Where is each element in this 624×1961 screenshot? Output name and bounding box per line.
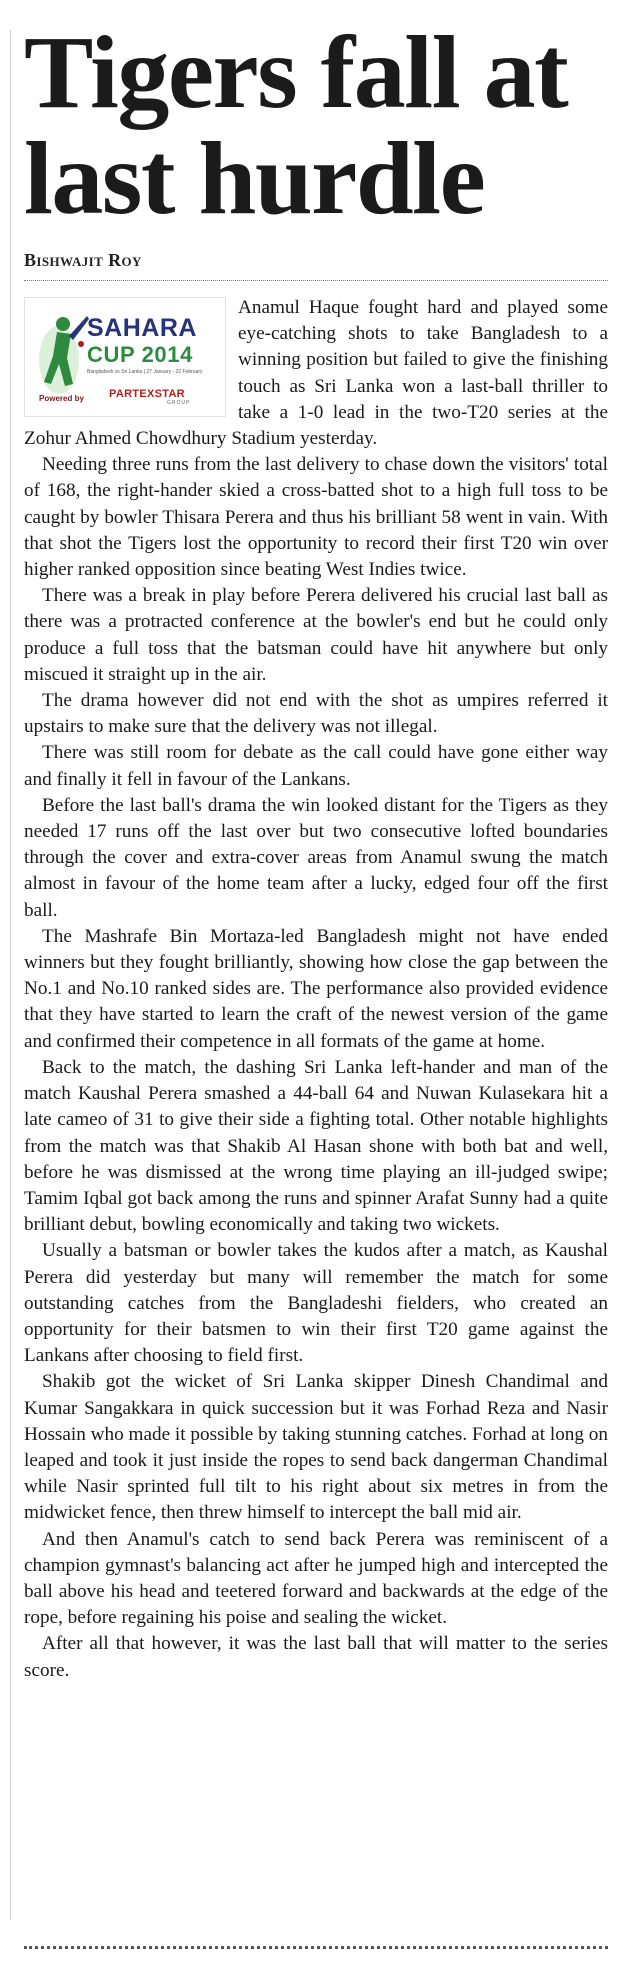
byline-divider: [24, 280, 608, 281]
paragraph: Needing three runs from the last delivery to chase down the visitors' total of 168, the right-hander skied a cross-batted shot to a high full toss to be caught by bowler Thisara Perera and thus his brilliant 58 went in vain. With that shot the Tigers lost the opportunity to record their first T20 win over higher ranked opposition since beating West Indies twice.: [24, 454, 608, 581]
paragraph: The drama however did not end with the shot as umpires referred it upstairs to make sure that the delivery was not illegal.: [24, 690, 608, 738]
column-rule: [10, 30, 11, 1920]
paragraph: The Mashrafe Bin Mortaza-led Bangladesh might not have ended winners but they fought brilliantly, showing how close the gap between the No.1 and No.10 ranked sides are. The performance also provided evidence that they have started to learn the craft of the newest version of the game and confirmed their competence in all formats of the game at home.: [24, 925, 608, 1052]
logo-title: SAHARA: [87, 314, 197, 342]
paragraph: There was a break in play before Perera delivered his crucial last ball as there was a protracted conference at the bowler's end but he could only produce a full toss that the batsman could have hit anywhere but only miscued it straight up in the air.: [24, 585, 608, 685]
paragraph: Back to the match, the dashing Sri Lanka left-hander and man of the match Kaushal Perera smashed a 44-ball 64 and Nuwan Kulasekara hit a late cameo of 31 to give their side a fighting total. Other notable highlights from the match was that Shakib Al Hasan shone with both bat and well, before he was dismissed at the wrong time playing an ill-judged swipe; Tamim Iqbal got back among the runs and spinner Arafat Sunny had a quite brilliant debut, bowling economically and taking two wickets.: [24, 1056, 608, 1236]
headline: Tigers fall at last hurdle: [24, 15, 568, 236]
article: [24, 15, 608, 1684]
logo-sponsor: PARTEXSTAR: [109, 388, 185, 400]
sahara-cup-logo: [24, 297, 226, 417]
paragraph: Before the last ball's drama the win looked distant for the Tigers as they needed 17 runs off the last over but two consecutive lofted boundaries through the cover and extra-cover areas from Anamul swung the match almost in favour of the home team after a lucky, edged four off the first ball.: [24, 794, 608, 921]
batsman-icon: [37, 310, 89, 398]
logo-powered-by: Powered by: [39, 394, 84, 403]
paragraph: After all that however, it was the last ball that will matter to the series score.: [24, 1633, 608, 1681]
paragraph: Shakib got the wicket of Sri Lanka skipper Dinesh Chandimal and Kumar Sangakkara in quick succession but it was Forhad Reza and Nasir Hossain who made it possible by taking stunning catches. Forhad at long on leaped and took it just inside the ropes to send back dangerman Chandimal while Nasir sprinted full tilt to his right about six metres in from the midwicket fence, then threw himself to intercept the ball mid air.: [24, 1371, 608, 1524]
paragraph: And then Anamul's catch to send back Perera was reminiscent of a champion gymnast's balancing act after he jumped high and intercepted the ball above his head and teetered forward and backwards at the edge of the rope, before regaining his poise and sealing the wicket.: [24, 1528, 608, 1629]
logo-subtitle: CUP 2014: [87, 342, 193, 367]
paragraph: Anamul Haque fought hard and played some eye-catching shots to take Bangladesh to a winning position but failed to give the finishing touch as Sri Lanka won a last-ball thriller to take a 1-0 lead in the two-T20 series at the Zohur Ahmed Chowdhury Stadium yesterday.: [24, 297, 608, 450]
paragraph: There was still room for debate as the call could have gone either way and finally it fell in favour of the Lankans.: [24, 742, 608, 790]
bottom-divider: [24, 1946, 608, 1949]
byline: Bishwajit Roy: [24, 250, 142, 270]
paragraph: Usually a batsman or bowler takes the kudos after a match, as Kaushal Perera did yesterday but many will remember the match for some outstanding catches from the Bangladeshi fielders, who created an opportunity for their batsmen to win their first T20 game against the Lankans after choosing to field first.: [24, 1240, 608, 1367]
article-body: [24, 295, 608, 1684]
logo-small-print: Bangladesh vs Sri Lanka | 27 January - 22 February: [87, 369, 203, 375]
logo-sponsor-group: GROUP: [167, 400, 191, 406]
